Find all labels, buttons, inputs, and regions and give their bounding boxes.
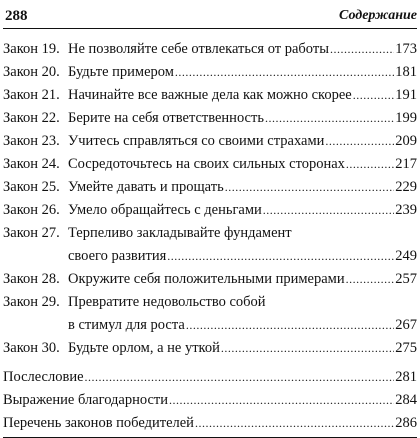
dot-leader <box>175 61 394 84</box>
toc-entry <box>3 366 417 389</box>
law-title-text: Умело обращайтесь с деньгами <box>68 202 262 218</box>
toc-entry <box>3 412 417 435</box>
law-title-block <box>68 222 417 268</box>
page-number: 288 <box>5 8 28 24</box>
toc-entry <box>3 199 417 222</box>
law-number: Закон 23. <box>3 133 60 149</box>
page-ref: 199 <box>395 110 417 126</box>
law-title-line <box>68 245 417 268</box>
toc-entry <box>3 153 417 176</box>
law-title-block <box>68 61 417 84</box>
page-ref: 257 <box>395 271 417 287</box>
page-ref: 249 <box>395 248 417 264</box>
page-ref: 217 <box>395 156 417 172</box>
toc-entry <box>3 268 417 291</box>
dot-leader <box>330 38 394 61</box>
toc-entry <box>3 389 417 412</box>
law-title-block <box>68 84 417 107</box>
law-title-line <box>68 84 417 107</box>
law-title-block <box>68 38 417 61</box>
toc-entry <box>3 38 417 61</box>
page-ref: 286 <box>395 415 417 431</box>
law-title-block <box>68 176 417 199</box>
page-ref: 229 <box>395 179 417 195</box>
dot-leader <box>325 130 394 153</box>
page-ref: 281 <box>395 369 417 385</box>
law-title-text: в стимул для роста <box>68 317 185 333</box>
law-title-text: Учитесь справляться со своими страхами <box>68 133 325 149</box>
toc-entry <box>3 291 417 337</box>
law-title-line <box>68 222 417 245</box>
page-ref: 209 <box>395 133 417 149</box>
law-title-text: своего развития <box>68 248 167 264</box>
page-ref: 267 <box>395 317 417 333</box>
law-title-block <box>68 291 417 337</box>
law-number: Закон 28. <box>3 271 60 287</box>
dot-leader <box>263 199 394 222</box>
dot-leader <box>346 153 394 176</box>
laws-list <box>3 38 417 360</box>
law-title-line <box>68 337 417 360</box>
back-matter-list <box>3 366 417 435</box>
law-title-text: Умейте давать и прощать <box>68 179 224 195</box>
law-title-text: Терпеливо закладывайте фундамент <box>68 225 292 241</box>
law-title-line <box>68 314 417 337</box>
law-title-line <box>68 130 417 153</box>
law-title-line <box>68 61 417 84</box>
page-ref: 284 <box>395 392 417 408</box>
law-title-text: Берите на себя ответственность <box>68 110 264 126</box>
toc-entry <box>3 84 417 107</box>
toc-entry <box>3 107 417 130</box>
law-number: Закон 30. <box>3 340 60 356</box>
law-number: Закон 20. <box>3 64 60 80</box>
dot-leader <box>85 366 395 389</box>
dot-leader <box>195 412 394 435</box>
law-number: Закон 25. <box>3 179 60 195</box>
law-number: Закон 29. <box>3 294 60 310</box>
dot-leader <box>167 245 394 268</box>
law-title-text: Начинайте все важные дела как можно скорее <box>68 87 352 103</box>
law-title-line <box>68 176 417 199</box>
toc-entry <box>3 61 417 84</box>
law-title-line <box>68 107 417 130</box>
law-title-text: Сосредоточьтесь на своих сильных сторонах <box>68 156 345 172</box>
law-title-text: Будьте орлом, а не уткой <box>68 340 220 356</box>
law-title-line <box>68 38 417 61</box>
section-title: Содержание <box>339 8 417 23</box>
law-title-block <box>68 153 417 176</box>
entry-title: Послесловие <box>3 369 84 385</box>
law-number: Закон 27. <box>3 225 60 241</box>
law-title-line <box>68 153 417 176</box>
law-number: Закон 24. <box>3 156 60 172</box>
dot-leader <box>265 107 394 130</box>
toc-entry <box>3 176 417 199</box>
running-header <box>3 6 417 29</box>
law-title-text: Будьте примером <box>68 64 174 80</box>
page-ref: 181 <box>395 64 417 80</box>
page-ref: 239 <box>395 202 417 218</box>
law-number: Закон 19. <box>3 41 60 57</box>
page-ref: 191 <box>395 87 417 103</box>
law-title-line <box>68 291 417 314</box>
page-ref: 275 <box>395 340 417 356</box>
dot-leader <box>353 84 395 107</box>
toc-entry <box>3 130 417 153</box>
entry-title: Выражение благодарности <box>3 392 169 408</box>
entry-title: Перечень законов победителей <box>3 415 194 431</box>
dot-leader <box>225 176 395 199</box>
dot-leader <box>221 337 394 360</box>
law-number: Закон 26. <box>3 202 60 218</box>
law-title-block <box>68 268 417 291</box>
law-title-block <box>68 130 417 153</box>
dot-leader <box>346 268 395 291</box>
law-number: Закон 21. <box>3 87 60 103</box>
law-number: Закон 22. <box>3 110 60 126</box>
law-title-line <box>68 268 417 291</box>
dot-leader <box>169 389 394 412</box>
page-ref: 173 <box>395 41 417 57</box>
law-title-text: Окружите себя положительными примерами <box>68 271 345 287</box>
toc-entry <box>3 337 417 360</box>
law-title-block <box>68 199 417 222</box>
table-of-contents <box>3 38 417 438</box>
law-title-text: Превратите недовольство собой <box>68 294 266 310</box>
toc-entry <box>3 222 417 268</box>
law-title-line <box>68 199 417 222</box>
law-title-block <box>68 107 417 130</box>
law-title-block <box>68 337 417 360</box>
dot-leader <box>186 314 394 337</box>
law-title-text: Не позволяйте себе отвлекаться от работы <box>68 41 329 57</box>
